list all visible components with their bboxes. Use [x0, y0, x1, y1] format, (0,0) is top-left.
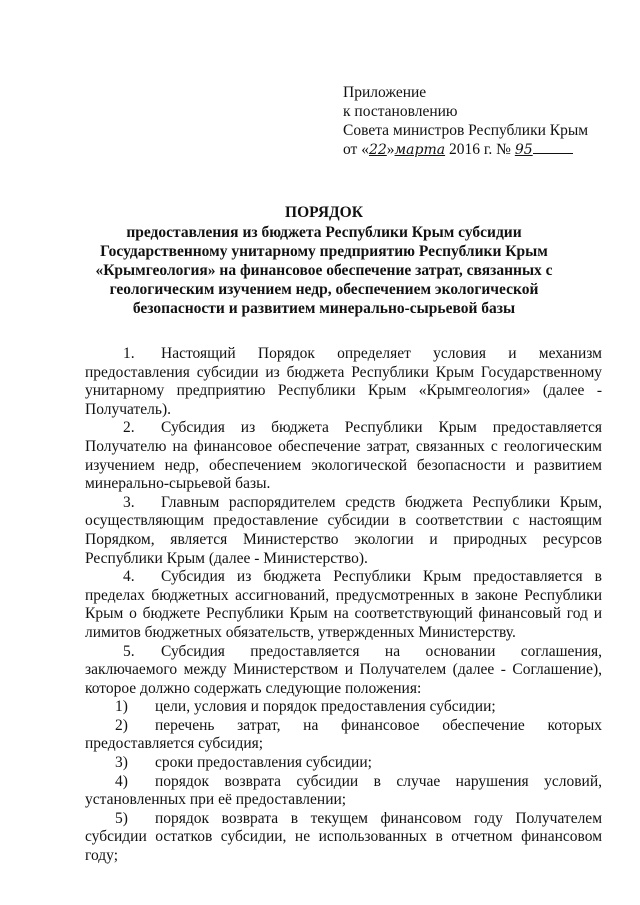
date-year: 2016 г. №: [448, 141, 511, 158]
item-number: 5): [115, 809, 128, 827]
list-item-3: [85, 754, 602, 773]
paragraph-number: 2.: [123, 419, 135, 437]
list-item-4: [85, 773, 602, 810]
item-text: порядок возврата субсидии в случае нарушения условий, установленных при её предоставлении;: [85, 772, 602, 809]
paragraph-text: Субсидия из бюджета Республики Крым предоставляется Получателю на финансовое обеспечение затрат, связанных с геологическим изучением недр, обеспечением экологической безопасности и развитием минерально-сырьевой базы.: [85, 419, 602, 493]
item-text: сроки предоставления субсидии;: [155, 754, 372, 772]
paragraph-number: 5.: [123, 642, 135, 660]
annex-date-line: [343, 140, 588, 160]
paragraph-3: [85, 494, 602, 568]
list-item-1: [85, 698, 602, 717]
paragraph-text: Субсидия из бюджета Республики Крым предоставляется в пределах бюджетных ассигнований, предусмотренных в законе Республики Крым о бюджете Республики Крым на соответствующий финансовый год и лимитов бюджетных обязательств, утвержденных Министерству.: [85, 568, 602, 641]
annex-block: [343, 83, 588, 160]
document-body: [85, 345, 602, 866]
paragraph-text: Настоящий Порядок определяет условия и механизм предоставления субсидии из бюджета Республики Крым Государственному унитарному предприятию Республики Крым «Крымгеология» (далее - Получатель).: [85, 345, 602, 418]
item-number: 2): [115, 716, 128, 734]
title-subtitle: предоставления из бюджета Республики Крым субсидии Государственному унитарному предприятию Республики Крым «Крымгеология» на финансовое обеспечение затрат, связанных с геологическим изучением недр, обеспечением экологической безопасности и развитием минерально-сырьевой базы: [95, 224, 553, 317]
item-number: 4): [115, 772, 128, 790]
paragraph-number: 1.: [123, 345, 135, 362]
item-text: перечень затрат, на финансовое обеспечение которых предоставляется субсидия;: [85, 716, 602, 753]
item-text: цели, условия и порядок предоставления субсидии;: [155, 698, 496, 716]
title-heading: ПОРЯДОК: [285, 204, 363, 221]
document-title: [95, 203, 553, 318]
document-number: 95: [514, 142, 533, 158]
item-text: порядок возврата в текущем финансовом году Получателем субсидии остатков субсидии, не использованных в отчетном финансовом году;: [85, 809, 602, 865]
paragraph-5: [85, 643, 602, 699]
date-month: марта: [394, 142, 446, 158]
paragraph-2: [85, 419, 602, 493]
date-prefix: от «: [343, 141, 369, 158]
number-underline: [533, 141, 573, 154]
item-number: 3): [115, 754, 128, 772]
paragraph-text: Главным распорядителем средств бюджета Республики Крым, осуществляющим предоставление субсидии в соответствии с настоящим Порядком, является Министерство экологии и природных ресурсов Республики Крым (далее - Министерство).: [85, 493, 602, 567]
paragraph-number: 4.: [123, 568, 135, 586]
list-item-5: [85, 810, 602, 866]
paragraph-1: [85, 345, 602, 419]
date-day: 22: [368, 142, 387, 158]
date-mid: »: [386, 141, 395, 158]
paragraph-number: 3.: [123, 493, 135, 511]
paragraph-4: [85, 568, 602, 642]
annex-title: Приложение: [343, 84, 427, 101]
list-item-2: [85, 717, 602, 754]
annex-to-resolution: к постановлению: [343, 103, 458, 120]
item-number: 1): [115, 698, 128, 716]
paragraph-text: Субсидия предоставляется на основании соглашения, заключаемого между Министерством и Получателем (далее - Соглашение), которое должно содержать следующие положения:: [85, 642, 602, 697]
annex-council: Совета министров Республики Крым: [343, 122, 589, 139]
